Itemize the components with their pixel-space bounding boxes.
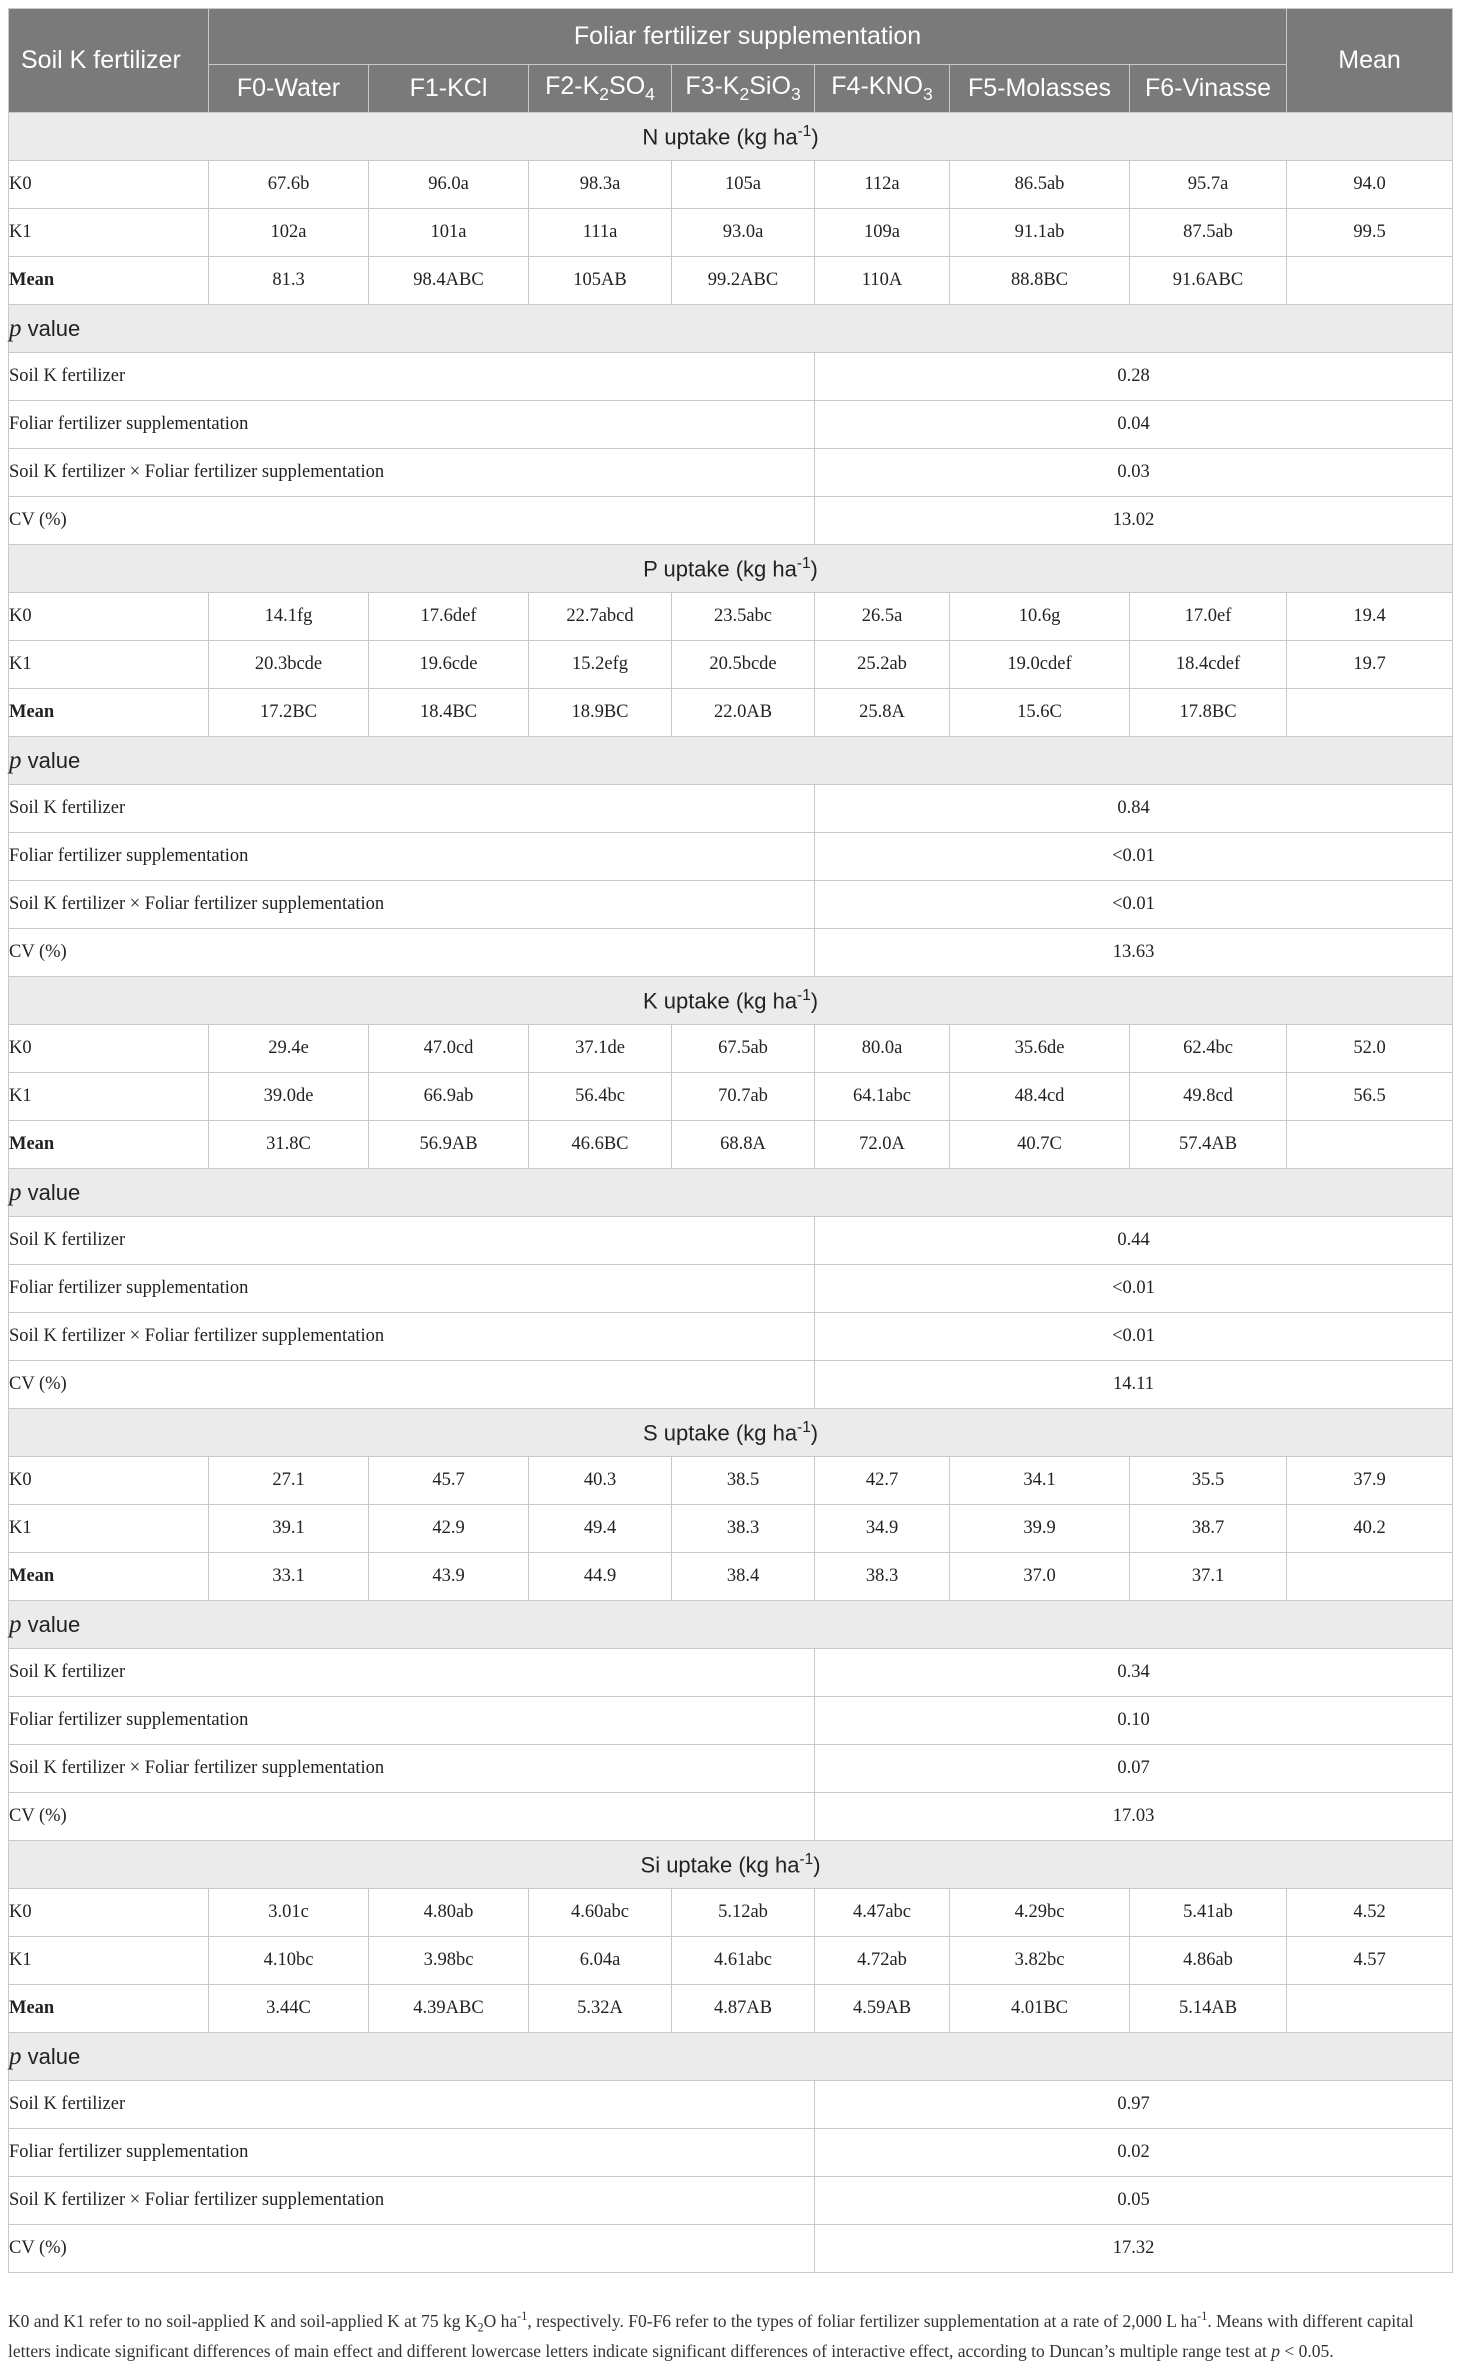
value-cell: 91.6ABC (1130, 257, 1287, 305)
cv-label: CV (%) (9, 929, 815, 977)
cv-value: 17.32 (815, 2225, 1453, 2273)
section-title: S uptake (kg $ha^{-1}$) (9, 1409, 1453, 1457)
value-cell: 3.98bc (369, 1937, 529, 1985)
section-title: K uptake (kg $ha^{-1}$) (9, 977, 1453, 1025)
cv-row (9, 1361, 1453, 1409)
value-cell: 56.9AB (369, 1121, 529, 1169)
value-cell: 67.5ab (672, 1025, 815, 1073)
p-value-label: p value (9, 737, 1453, 785)
value-cell: 39.9 (950, 1505, 1130, 1553)
cv-label: CV (%) (9, 1793, 815, 1841)
stat-row (9, 401, 1453, 449)
treatment-header-row (9, 65, 1453, 113)
section-title: N uptake (kg $ha^{-1}$) (9, 113, 1453, 161)
mean-cell (1287, 257, 1453, 305)
value-cell: 68.8A (672, 1121, 815, 1169)
treatment-header: F6-Vinasse (1130, 65, 1287, 113)
value-cell: 19.6cde (369, 641, 529, 689)
stat-row (9, 785, 1453, 833)
value-cell: 47.0cd (369, 1025, 529, 1073)
data-row-k1 (9, 1505, 1453, 1553)
mean-cell (1287, 1121, 1453, 1169)
value-cell: 44.9 (529, 1553, 672, 1601)
value-cell: 46.6BC (529, 1121, 672, 1169)
mean-cell: 99.5 (1287, 209, 1453, 257)
stat-row (9, 833, 1453, 881)
p-value-label: p value (9, 305, 1453, 353)
data-row-k0 (9, 1025, 1453, 1073)
stat-row (9, 2129, 1453, 2177)
value-cell: 88.8BC (950, 257, 1130, 305)
cv-label: CV (%) (9, 1361, 815, 1409)
stat-value: <0.01 (815, 1265, 1453, 1313)
stat-value: <0.01 (815, 833, 1453, 881)
data-row-k1 (9, 641, 1453, 689)
value-cell: 20.3bcde (209, 641, 369, 689)
value-cell: 22.7abcd (529, 593, 672, 641)
cv-value: 17.03 (815, 1793, 1453, 1841)
stat-row (9, 1697, 1453, 1745)
value-cell: 15.2efg (529, 641, 672, 689)
value-cell: 39.1 (209, 1505, 369, 1553)
row-label: Mean (9, 257, 209, 305)
stat-row (9, 449, 1453, 497)
value-cell: 42.9 (369, 1505, 529, 1553)
soil-k-header: Soil K fertilizer (9, 9, 209, 113)
p-value-label: p value (9, 1169, 1453, 1217)
value-cell: 43.9 (369, 1553, 529, 1601)
section-title-row (9, 1409, 1453, 1457)
value-cell: 18.4BC (369, 689, 529, 737)
value-cell: 34.9 (815, 1505, 950, 1553)
treatment-header: $F4-KNO_3$ (815, 65, 950, 113)
value-cell: 57.4AB (1130, 1121, 1287, 1169)
value-cell: 37.0 (950, 1553, 1130, 1601)
value-cell: 38.7 (1130, 1505, 1287, 1553)
value-cell: 3.44C (209, 1985, 369, 2033)
value-cell: 4.47abc (815, 1889, 950, 1937)
mean-cell: 52.0 (1287, 1025, 1453, 1073)
value-cell: 45.7 (369, 1457, 529, 1505)
value-cell: 42.7 (815, 1457, 950, 1505)
mean-header: Mean (1287, 9, 1453, 113)
treatment-header: F5-Molasses (950, 65, 1130, 113)
row-label: Mean (9, 689, 209, 737)
value-cell: 80.0a (815, 1025, 950, 1073)
row-label: Mean (9, 1985, 209, 2033)
value-cell: 38.4 (672, 1553, 815, 1601)
stat-value: 0.10 (815, 1697, 1453, 1745)
value-cell: 38.3 (672, 1505, 815, 1553)
stat-label: Soil K fertilizer × Foliar fertilizer supplementation (9, 2177, 815, 2225)
value-cell: 4.87AB (672, 1985, 815, 2033)
cv-label: CV (%) (9, 497, 815, 545)
value-cell: 14.1fg (209, 593, 369, 641)
value-cell: 29.4e (209, 1025, 369, 1073)
value-cell: 87.5ab (1130, 209, 1287, 257)
value-cell: 4.01BC (950, 1985, 1130, 2033)
value-cell: 98.3a (529, 161, 672, 209)
value-cell: 3.82bc (950, 1937, 1130, 1985)
value-cell: 4.39ABC (369, 1985, 529, 2033)
value-cell: 38.5 (672, 1457, 815, 1505)
value-cell: 37.1 (1130, 1553, 1287, 1601)
value-cell: 93.0a (672, 209, 815, 257)
cv-row (9, 2225, 1453, 2273)
data-row-k1 (9, 1937, 1453, 1985)
row-label: K1 (9, 1073, 209, 1121)
value-cell: 91.1ab (950, 209, 1130, 257)
stat-value: 0.84 (815, 785, 1453, 833)
cv-value: 13.63 (815, 929, 1453, 977)
cv-label: CV (%) (9, 2225, 815, 2273)
value-cell: 4.86ab (1130, 1937, 1287, 1985)
cv-value: 13.02 (815, 497, 1453, 545)
stat-label: Foliar fertilizer supplementation (9, 1697, 815, 1745)
value-cell: 5.12ab (672, 1889, 815, 1937)
mean-cell: 37.9 (1287, 1457, 1453, 1505)
uptake-table (8, 8, 1453, 2273)
value-cell: 22.0AB (672, 689, 815, 737)
stat-label: Soil K fertilizer × Foliar fertilizer supplementation (9, 1745, 815, 1793)
stat-label: Soil K fertilizer (9, 1217, 815, 1265)
treatment-header: F0-Water (209, 65, 369, 113)
stat-label: Soil K fertilizer × Foliar fertilizer supplementation (9, 881, 815, 929)
section-title: Si uptake (kg $ha^{-1}$) (9, 1841, 1453, 1889)
footnote-text: K0 and K1 refer to no soil-applied K and soil-applied K at 75 kg $K_2O$ $ha^{-1}$, respectively. F0-F6 refer to the types of foliar fertilizer supplementation at a rate of 2,000 L $ha^{-1}$. Means with different capital letters indicate significant differences of main effect and different lowercase letters indicate significant differences of interactive effect, according to Duncan’s multiple range test at p < 0.05. (8, 2309, 1414, 2362)
footnote (8, 2304, 1452, 2363)
value-cell: 19.0cdef (950, 641, 1130, 689)
cv-value: 14.11 (815, 1361, 1453, 1409)
value-cell: 70.7ab (672, 1073, 815, 1121)
cv-row (9, 1793, 1453, 1841)
row-label: Mean (9, 1121, 209, 1169)
stat-value: 0.28 (815, 353, 1453, 401)
stat-label: Soil K fertilizer × Foliar fertilizer supplementation (9, 449, 815, 497)
value-cell: 15.6C (950, 689, 1130, 737)
row-label: K0 (9, 1457, 209, 1505)
value-cell: 109a (815, 209, 950, 257)
value-cell: 17.0ef (1130, 593, 1287, 641)
p-value-row (9, 1169, 1453, 1217)
value-cell: 18.9BC (529, 689, 672, 737)
data-row-k0 (9, 1889, 1453, 1937)
p-value-row (9, 2033, 1453, 2081)
mean-cell: 19.7 (1287, 641, 1453, 689)
stat-label: Soil K fertilizer (9, 2081, 815, 2129)
stat-row (9, 1217, 1453, 1265)
value-cell: 27.1 (209, 1457, 369, 1505)
value-cell: 3.01c (209, 1889, 369, 1937)
value-cell: 81.3 (209, 257, 369, 305)
value-cell: 4.29bc (950, 1889, 1130, 1937)
section-title-row (9, 1841, 1453, 1889)
value-cell: 6.04a (529, 1937, 672, 1985)
data-row-mean-row (9, 1553, 1453, 1601)
value-cell: 5.14AB (1130, 1985, 1287, 2033)
value-cell: 101a (369, 209, 529, 257)
value-cell: 48.4cd (950, 1073, 1130, 1121)
mean-cell: 40.2 (1287, 1505, 1453, 1553)
value-cell: 4.61abc (672, 1937, 815, 1985)
value-cell: 17.8BC (1130, 689, 1287, 737)
data-row-mean-row (9, 1121, 1453, 1169)
value-cell: 4.10bc (209, 1937, 369, 1985)
value-cell: 49.4 (529, 1505, 672, 1553)
treatment-header: $F3-K_2SiO_3$ (672, 65, 815, 113)
value-cell: 34.1 (950, 1457, 1130, 1505)
mean-cell: 19.4 (1287, 593, 1453, 641)
value-cell: 23.5abc (672, 593, 815, 641)
value-cell: 31.8C (209, 1121, 369, 1169)
value-cell: 105a (672, 161, 815, 209)
value-cell: 4.59AB (815, 1985, 950, 2033)
row-label: K0 (9, 1025, 209, 1073)
stat-label: Soil K fertilizer (9, 785, 815, 833)
value-cell: 40.7C (950, 1121, 1130, 1169)
row-label: K1 (9, 1937, 209, 1985)
mean-cell (1287, 1985, 1453, 2033)
row-label: K1 (9, 209, 209, 257)
section-title: P uptake (kg $ha^{-1}$) (9, 545, 1453, 593)
stat-value: <0.01 (815, 1313, 1453, 1361)
stat-row (9, 2177, 1453, 2225)
data-row-k1 (9, 1073, 1453, 1121)
stat-value: 0.02 (815, 2129, 1453, 2177)
stat-label: Soil K fertilizer × Foliar fertilizer supplementation (9, 1313, 815, 1361)
value-cell: 4.72ab (815, 1937, 950, 1985)
value-cell: 33.1 (209, 1553, 369, 1601)
stat-value: 0.05 (815, 2177, 1453, 2225)
value-cell: 99.2ABC (672, 257, 815, 305)
data-row-k0 (9, 1457, 1453, 1505)
data-row-mean-row (9, 689, 1453, 737)
value-cell: 110A (815, 257, 950, 305)
row-label: K0 (9, 161, 209, 209)
value-cell: 5.41ab (1130, 1889, 1287, 1937)
value-cell: 98.4ABC (369, 257, 529, 305)
stat-value: 0.07 (815, 1745, 1453, 1793)
data-row-k0 (9, 593, 1453, 641)
value-cell: 112a (815, 161, 950, 209)
p-value-row (9, 1601, 1453, 1649)
value-cell: 102a (209, 209, 369, 257)
value-cell: 25.8A (815, 689, 950, 737)
stat-value: 0.34 (815, 1649, 1453, 1697)
data-row-k0 (9, 161, 1453, 209)
value-cell: 26.5a (815, 593, 950, 641)
stat-row (9, 353, 1453, 401)
value-cell: 40.3 (529, 1457, 672, 1505)
value-cell: 37.1de (529, 1025, 672, 1073)
value-cell: 4.80ab (369, 1889, 529, 1937)
stat-row (9, 1649, 1453, 1697)
treatment-header: $F2-K_2SO_4$ (529, 65, 672, 113)
value-cell: 35.6de (950, 1025, 1130, 1073)
stat-row (9, 1265, 1453, 1313)
p-value-row (9, 305, 1453, 353)
data-row-mean-row (9, 1985, 1453, 2033)
value-cell: 95.7a (1130, 161, 1287, 209)
p-value-label: p value (9, 2033, 1453, 2081)
mean-cell: 94.0 (1287, 161, 1453, 209)
stat-label: Soil K fertilizer (9, 1649, 815, 1697)
value-cell: 38.3 (815, 1553, 950, 1601)
stat-row (9, 1745, 1453, 1793)
value-cell: 5.32A (529, 1985, 672, 2033)
stat-label: Foliar fertilizer supplementation (9, 1265, 815, 1313)
p-value-row (9, 737, 1453, 785)
row-label: Mean (9, 1553, 209, 1601)
stat-label: Soil K fertilizer (9, 353, 815, 401)
section-title-row (9, 113, 1453, 161)
row-label: K1 (9, 641, 209, 689)
mean-cell: 56.5 (1287, 1073, 1453, 1121)
value-cell: 4.60abc (529, 1889, 672, 1937)
value-cell: 10.6g (950, 593, 1130, 641)
stat-label: Foliar fertilizer supplementation (9, 401, 815, 449)
value-cell: 35.5 (1130, 1457, 1287, 1505)
value-cell: 64.1abc (815, 1073, 950, 1121)
stat-row (9, 2081, 1453, 2129)
value-cell: 105AB (529, 257, 672, 305)
value-cell: 39.0de (209, 1073, 369, 1121)
value-cell: 96.0a (369, 161, 529, 209)
stat-value: 0.04 (815, 401, 1453, 449)
mean-cell (1287, 689, 1453, 737)
row-label: K1 (9, 1505, 209, 1553)
stat-row (9, 881, 1453, 929)
stat-label: Foliar fertilizer supplementation (9, 2129, 815, 2177)
value-cell: 20.5bcde (672, 641, 815, 689)
row-label: K0 (9, 593, 209, 641)
header-row-1 (9, 9, 1453, 65)
value-cell: 111a (529, 209, 672, 257)
stat-value: 0.97 (815, 2081, 1453, 2129)
data-row-mean-row (9, 257, 1453, 305)
value-cell: 17.6def (369, 593, 529, 641)
cv-row (9, 497, 1453, 545)
value-cell: 17.2BC (209, 689, 369, 737)
p-value-label: p value (9, 1601, 1453, 1649)
value-cell: 86.5ab (950, 161, 1130, 209)
value-cell: 67.6b (209, 161, 369, 209)
section-title-row (9, 977, 1453, 1025)
mean-cell: 4.57 (1287, 1937, 1453, 1985)
mean-cell (1287, 1553, 1453, 1601)
value-cell: 62.4bc (1130, 1025, 1287, 1073)
value-cell: 25.2ab (815, 641, 950, 689)
value-cell: 72.0A (815, 1121, 950, 1169)
value-cell: 66.9ab (369, 1073, 529, 1121)
stat-row (9, 1313, 1453, 1361)
stat-value: 0.44 (815, 1217, 1453, 1265)
value-cell: 56.4bc (529, 1073, 672, 1121)
value-cell: 18.4cdef (1130, 641, 1287, 689)
value-cell: 49.8cd (1130, 1073, 1287, 1121)
mean-cell: 4.52 (1287, 1889, 1453, 1937)
section-title-row (9, 545, 1453, 593)
stat-value: 0.03 (815, 449, 1453, 497)
treatment-header: F1-KCl (369, 65, 529, 113)
stat-value: <0.01 (815, 881, 1453, 929)
foliar-header: Foliar fertilizer supplementation (209, 9, 1287, 65)
data-row-k1 (9, 209, 1453, 257)
cv-row (9, 929, 1453, 977)
stat-label: Foliar fertilizer supplementation (9, 833, 815, 881)
row-label: K0 (9, 1889, 209, 1937)
table-body (9, 113, 1453, 2273)
